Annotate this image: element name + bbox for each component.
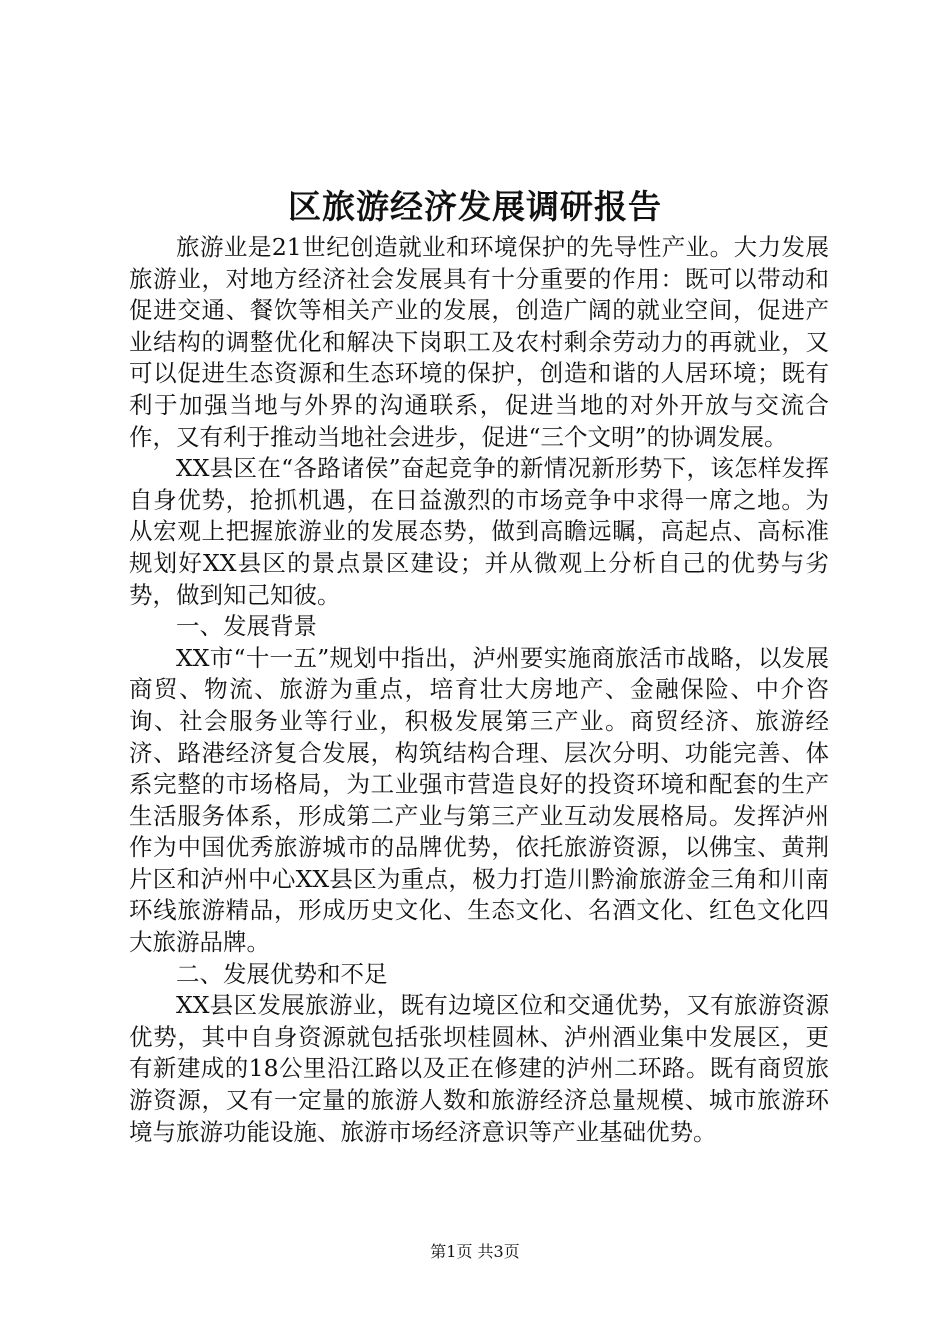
section-heading-background: 一、发展背景 <box>176 612 317 641</box>
document-title: 区旅游经济发展调研报告 <box>288 187 662 226</box>
document-body <box>129 232 829 1148</box>
paragraph-situation: XX县区在“各路诸侯”奋起竞争的新情况新形势下，该怎样发挥自身优势，抢抓机遇，在日益激烈的市场竞争中求得一席之地。为从宏观上把握旅游业的发展态势，做到高瞻远瞩，高起点、高标准规划好XX县区的景点景区建设；并从微观上分析自己的优势与劣势，做到知己知彼。 <box>129 454 829 609</box>
section-heading-advantages: 二、发展优势和不足 <box>176 959 388 988</box>
paragraph-advantages: XX县区发展旅游业，既有边境区位和交通优势，又有旅游资源优势，其中自身资源就包括张坝桂圆林、泸州酒业集中发展区，更有新建成的18公里沿江路以及正在修建的泸州二环路。既有商贸旅游资源，又有一定量的旅游人数和旅游经济总量规模、城市旅游环境与旅游功能设施、旅游市场经济意识等产业基础优势。 <box>129 991 829 1146</box>
paragraph-intro: 旅游业是21世纪创造就业和环境保护的先导性产业。大力发展旅游业，对地方经济社会发展具有十分重要的作用：既可以带动和促进交通、餐饮等相关产业的发展，创造广阔的就业空间，促进产业结构的调整优化和解决下岗职工及农村剩余劳动力的再就业，又可以促进生态资源和生态环境的保护，创造和谐的人居环境；既有利于加强当地与外界的沟通联系，促进当地的对外开放与交流合作，又有利于推动当地社会进步，促进“三个文明”的协调发展。 <box>129 233 829 451</box>
page-number: 第1页 共3页 <box>430 1242 520 1261</box>
paragraph-background: XX市“十一五”规划中指出，泸州要实施商旅活市战略，以发展商贸、物流、旅游为重点，培育壮大房地产、金融保险、中介咨询、社会服务业等行业，积极发展第三产业。商贸经济、旅游经济、路港经济复合发展，构筑结构合理、层次分明、功能完善、体系完整的市场格局，为工业强市营造良好的投资环境和配套的生产生活服务体系，形成第二产业与第三产业互动发展格局。发挥泸州作为中国优秀旅游城市的品牌优势，依托旅游资源，以佛宝、黄荆片区和泸州中心XX县区为重点，极力打造川黔渝旅游金三角和川南环线旅游精品，形成历史文化、生态文化、名酒文化、红色文化四大旅游品牌。 <box>129 643 829 957</box>
